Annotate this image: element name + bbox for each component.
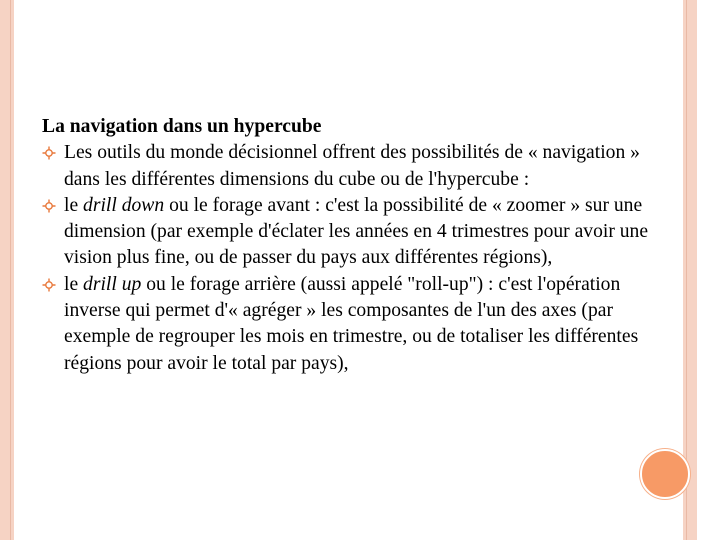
left-frame-border bbox=[0, 0, 14, 540]
term-drill-up: drill up bbox=[83, 273, 142, 295]
bullet-text: ou le forage arrière (aussi appelé "roll-up") : c'est l'opération inverse qui permet d'« agréger » les composantes de l'un des axes (par exemple de regrouper les mois en trimestre, ou de totaliser les différentes régions pour avoir le total par pays), bbox=[64, 273, 639, 374]
term-drill-down: drill down bbox=[83, 194, 165, 216]
bullet-list bbox=[42, 140, 672, 377]
decorative-orange-circle bbox=[640, 449, 690, 499]
bullet-icon bbox=[42, 199, 56, 213]
bullet-text: ou le forage avant : c'est la possibilité de « zoomer » sur une dimension (par exemple d'éclater les années en 4 trimestres pour avoir une vision plus fine, ou de passer du pays aux différentes régions), bbox=[64, 194, 649, 269]
bullet-prefix: le bbox=[64, 194, 84, 216]
bullet-item-1 bbox=[42, 140, 672, 193]
slide-title: La navigation dans un hypercube bbox=[42, 116, 322, 137]
bullet-text: Les outils du monde décisionnel offrent des possibilités de « navigation » dans les différentes dimensions du cube ou de l'hypercube : bbox=[64, 142, 640, 190]
bullet-icon bbox=[42, 278, 56, 292]
bullet-prefix: le bbox=[64, 273, 84, 295]
slide-content bbox=[42, 114, 672, 377]
bullet-icon bbox=[42, 146, 56, 160]
bullet-item-3 bbox=[42, 272, 672, 377]
bullet-item-2 bbox=[42, 193, 672, 272]
